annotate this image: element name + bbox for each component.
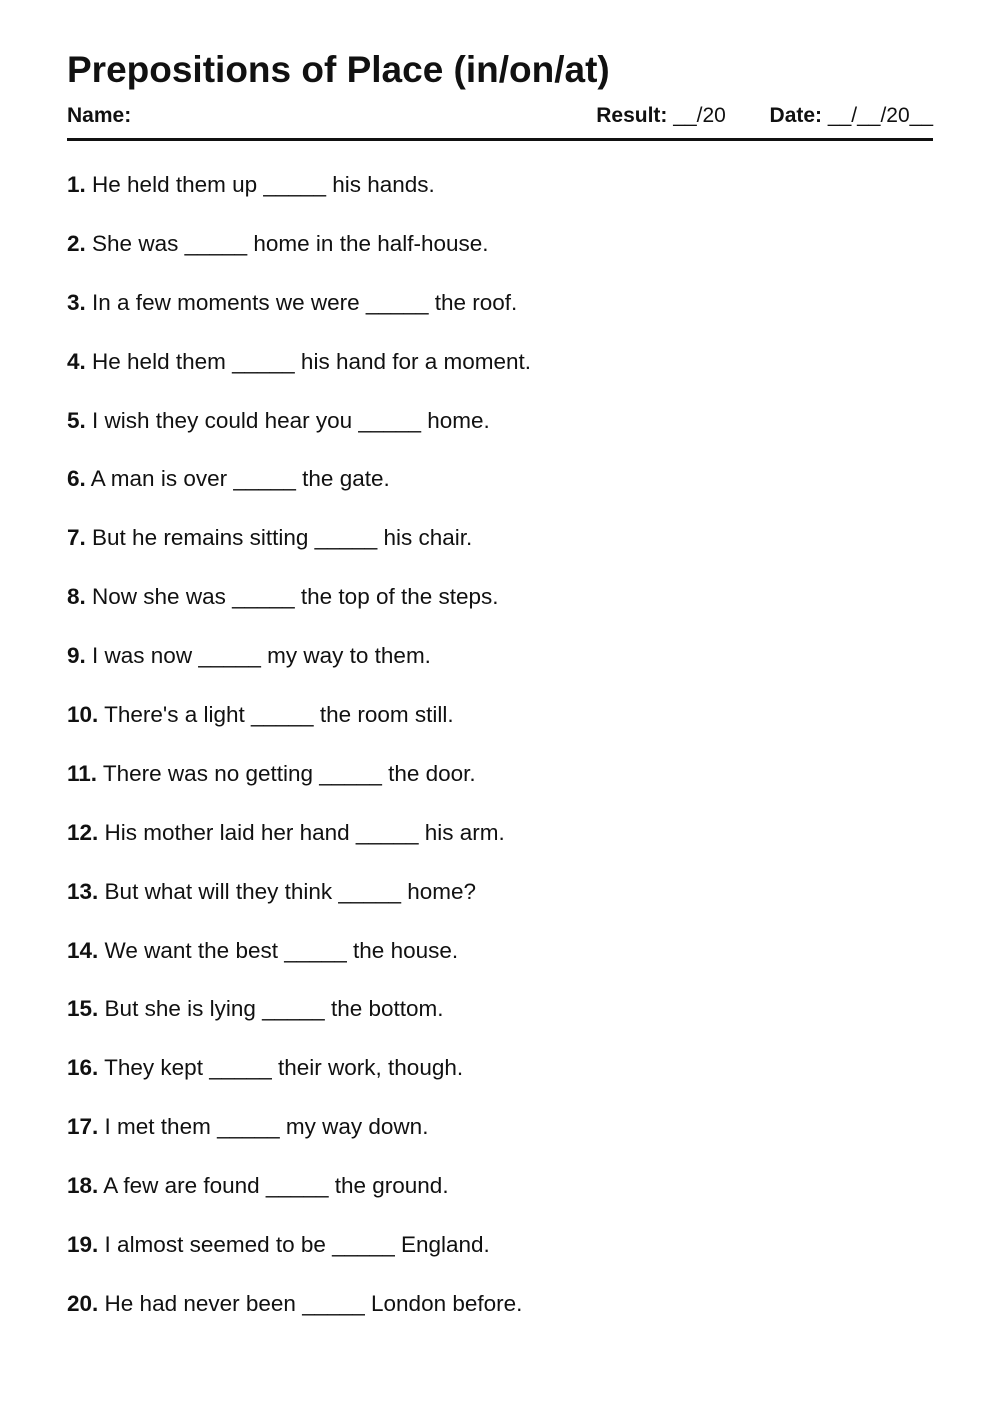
question-text: There was no getting _____ the door. xyxy=(102,760,476,786)
question-item xyxy=(67,934,531,993)
question-number: 17. xyxy=(67,1114,99,1140)
question-item xyxy=(67,286,531,345)
question-text: A man is over _____ the gate. xyxy=(90,466,390,492)
question-number: 5. xyxy=(67,407,86,433)
question-text: A few are found _____ the ground. xyxy=(103,1173,449,1199)
question-text: His mother laid her hand _____ his arm. xyxy=(104,819,505,845)
question-text: He held them _____ his hand for a moment. xyxy=(92,348,532,374)
question-number: 16. xyxy=(67,1055,99,1081)
question-number: 20. xyxy=(67,1290,99,1316)
question-text: He had never been _____ London before. xyxy=(104,1290,523,1316)
question-text: Now she was _____ the top of the steps. xyxy=(92,584,499,610)
question-number: 8. xyxy=(67,584,86,610)
question-text: In a few moments we were _____ the roof. xyxy=(92,289,518,315)
question-item xyxy=(67,875,531,934)
question-item xyxy=(67,698,531,757)
result-date-group xyxy=(596,102,933,130)
question-text: I met them _____ my way down. xyxy=(104,1114,429,1140)
question-item xyxy=(67,992,531,1051)
question-number: 12. xyxy=(67,819,99,845)
question-number: 1. xyxy=(67,172,86,197)
question-number: 7. xyxy=(67,525,86,551)
question-item xyxy=(67,345,531,404)
question-number: 15. xyxy=(67,996,99,1022)
question-text: I was now _____ my way to them. xyxy=(92,643,431,669)
question-text: I almost seemed to be _____ England. xyxy=(104,1232,490,1258)
question-item xyxy=(67,462,531,521)
question-text: I wish they could hear you _____ home. xyxy=(92,407,490,433)
question-number: 13. xyxy=(67,878,99,904)
question-list xyxy=(67,168,531,1346)
question-item xyxy=(67,1051,531,1110)
question-item xyxy=(67,168,531,227)
date-value: __/__/20__ xyxy=(827,104,933,127)
question-item xyxy=(67,580,531,639)
question-number: 11. xyxy=(67,760,98,786)
worksheet-title: Prepositions of Place (in/on/at) xyxy=(67,49,610,90)
question-number: 19. xyxy=(67,1232,99,1258)
question-item xyxy=(67,639,531,698)
question-item xyxy=(67,1228,531,1287)
question-item xyxy=(67,1169,531,1228)
question-text: But she is lying _____ the bottom. xyxy=(104,996,444,1022)
question-item xyxy=(67,816,531,875)
question-item xyxy=(67,757,531,816)
question-text: But what will they think _____ home? xyxy=(104,878,477,904)
question-text: We want the best _____ the house. xyxy=(104,937,459,963)
question-number: 4. xyxy=(67,348,86,374)
question-number: 2. xyxy=(67,230,86,256)
question-number: 9. xyxy=(67,643,86,669)
date-label: Date: xyxy=(769,104,823,127)
question-number: 10. xyxy=(67,702,99,728)
question-item xyxy=(67,521,531,580)
question-number: 6. xyxy=(67,466,86,492)
question-number: 14. xyxy=(67,937,99,963)
question-text: She was _____ home in the half-house. xyxy=(92,230,489,256)
question-number: 3. xyxy=(67,289,86,315)
question-item xyxy=(67,404,531,463)
question-item xyxy=(67,1287,531,1346)
question-text: They kept _____ their work, though. xyxy=(104,1055,464,1081)
question-text: But he remains sitting _____ his chair. xyxy=(92,525,473,551)
name-label: Name: xyxy=(67,104,132,127)
question-item xyxy=(67,1110,531,1169)
question-text: There's a light _____ the room still. xyxy=(104,702,454,728)
result-value: __/20 xyxy=(673,104,726,127)
result-label: Result: xyxy=(596,104,668,127)
worksheet-header-fields xyxy=(67,102,933,130)
header-divider xyxy=(67,138,933,141)
question-text: He held them up _____ his hands. xyxy=(92,172,435,197)
question-number: 18. xyxy=(67,1173,99,1199)
question-item xyxy=(67,227,531,286)
